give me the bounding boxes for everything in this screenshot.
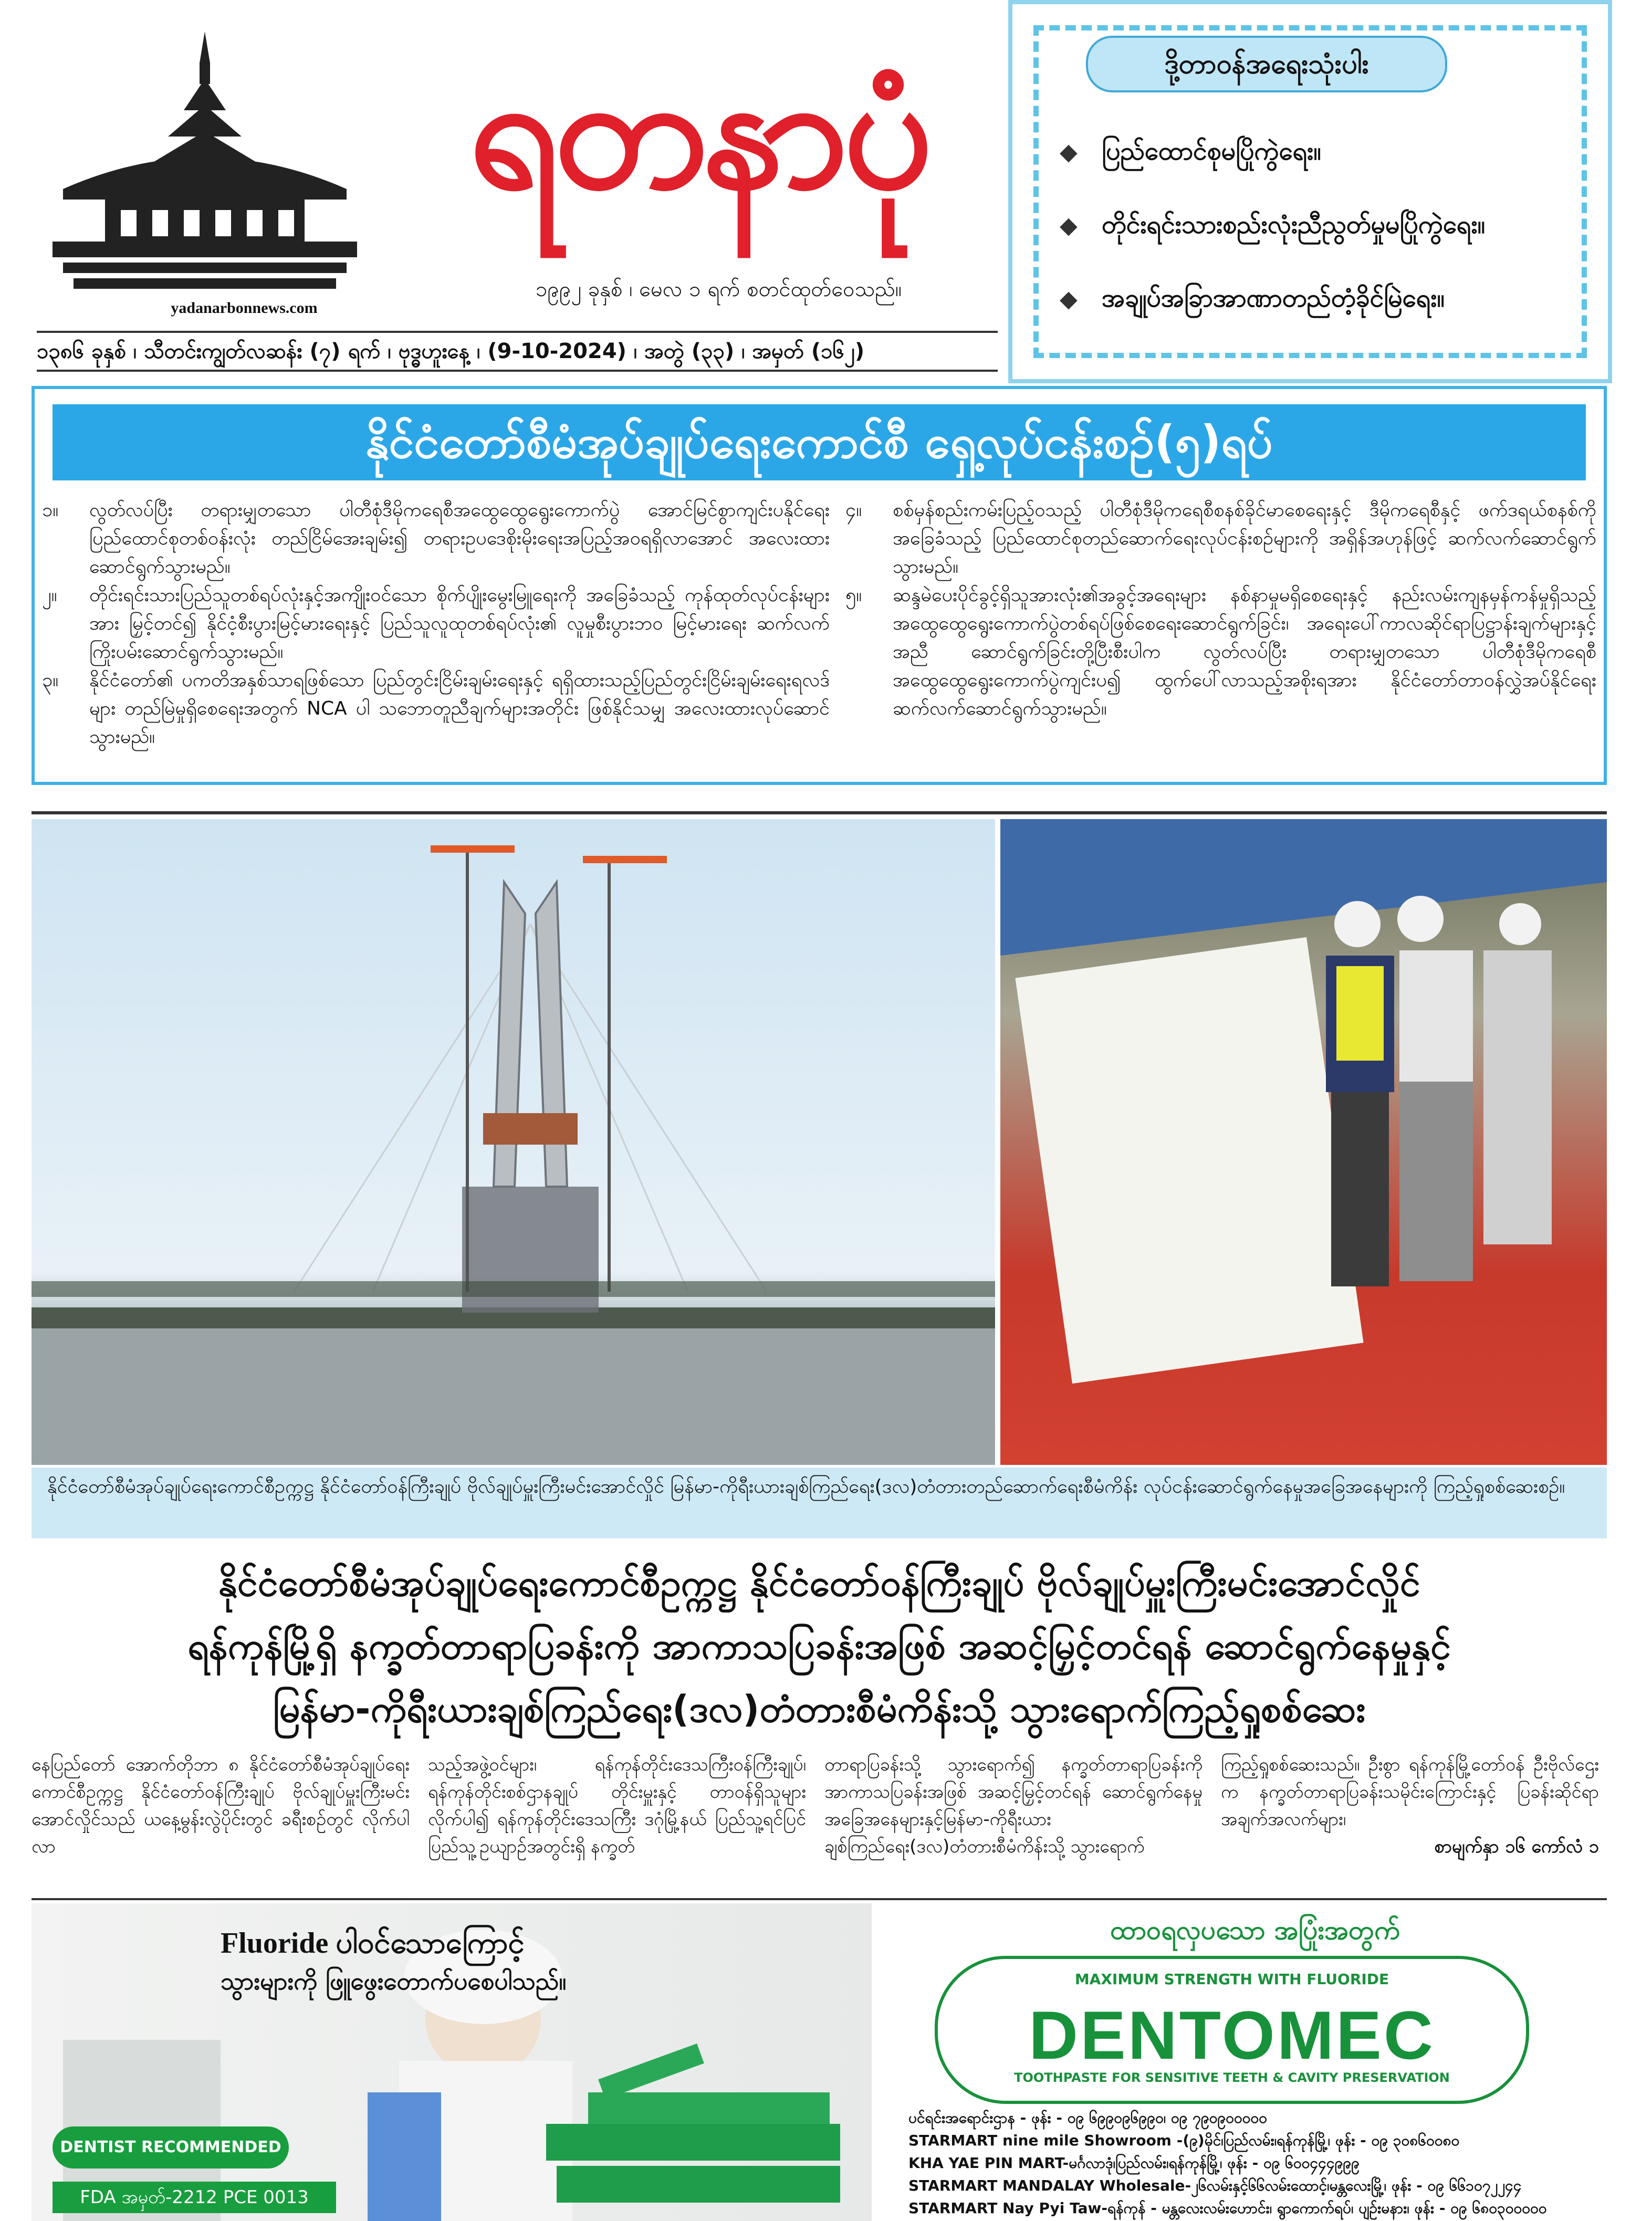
section-divider — [32, 1898, 1607, 1900]
story-headline-line: နိုင်ငံတော်စီမံအုပ်ချုပ်ရေးကောင်စီဥက္ကဋ္ဌ နိုင်ငံတော်ဝန်ကြီးချုပ် ဗိုလ်ချုပ်မှူးကြီးမင်းအောင်လှိုင် — [218, 1562, 1420, 1605]
roadmap-column-left — [42, 496, 830, 751]
inspection-photo — [1000, 819, 1607, 1465]
story-headline-line: ရန်ကုန်မြို့ရှိ နက္ခတ်တာရာပြခန်းကို အာကာသပြခန်းအဖြစ် အဆင့်မြှင့်တင်ရန် ဆောင်ရွက်နေမှုနှင့် — [187, 1625, 1451, 1668]
point-number: ၅။ — [845, 584, 862, 606]
photo-caption: နိုင်ငံတော်စီမံအုပ်ချုပ်ရေးကောင်စီဥက္ကဋ္ဌ နိုင်ငံတော်ဝန်ကြီးချုပ် ဗိုလ်ချုပ်မှူးကြီးမင်းအောင်လှိုင် မြန်မာ-ကိုရီးယားချစ်ကြည်ရေး(ဒလ)တံတားတည်ဆောက်ရေးစီမံကိန်း လုပ်ငန်းဆောင်ရွက်နေမှုအခြေအနေများကို ကြည့်ရှုစစ်ဆေးစဉ်။ — [32, 1468, 1607, 1538]
slogan-item — [1060, 277, 1532, 320]
slogan-box — [1008, 0, 1612, 383]
point-text: နိုင်ငံတော်၏ ပကတိအနှစ်သာရဖြစ်သော ပြည်တွင်းငြိမ်းချမ်းရေးနှင့် ရရှိထားသည့်ပြည်တွင်းငြိမ်းချမ်းရေးရလဒ်များ တည်မြဲမှုရှိစေရေးအတွက် NCA ပါ သဘောတူညီချက်များအတိုင်း ဖြစ်နိုင်သမျှ အလေးထားလုပ်ဆောင်သွားမည်။ — [89, 669, 830, 748]
dentomec-logo — [935, 1956, 1529, 2104]
point-number: ၁။ — [42, 499, 59, 521]
ad-fluoride-title: Fluoride ပါဝင်သောကြောင့် — [221, 1927, 525, 1960]
slogan-heading: ဒို့တာဝန်အရေးသုံးပါး — [1086, 36, 1447, 92]
bridge-photo — [32, 819, 995, 1465]
ad-outlet: STARMART nine mile Showroom -(၉)မိုင်၊ပြည်လမ်း၊ရန်ကုန်မြို့၊ ဖုန်း - ၀၉ ၃၀၈၆၀၀၈၀ — [908, 2132, 1460, 2149]
point-number: ၂။ — [42, 584, 57, 606]
point-number: ၄။ — [845, 499, 862, 521]
ad-brand-name: DENTOMEC — [1029, 1997, 1435, 2073]
diamond-bullet-icon: ◆ — [1060, 286, 1078, 312]
ad-sensitive-line: TOOTHPASTE FOR SENSITIVE TEETH & CAVITY PRESERVATION — [1014, 2070, 1450, 2085]
story-headline-line: မြန်မာ-ကိုရီးယားချစ်ကြည်ရေး(ဒလ)တံတားစီမံကိန်းသို့ သွားရောက်ကြည့်ရှုစစ်ဆေး — [273, 1688, 1366, 1731]
roadmap-heading: နိုင်ငံတော်စီမံအုပ်ချုပ်ရေးကောင်စီ ရှေ့လုပ်ငန်းစဉ်(၅)ရပ် — [53, 404, 1586, 480]
point-number: ၃။ — [42, 669, 59, 691]
roadmap-point — [42, 666, 830, 751]
roadmap-point — [42, 496, 830, 581]
slogan-item — [1060, 204, 1532, 247]
ad-fluoride-subtitle: သွားများကို ဖြူဖွေးတောက်ပစေပါသည်။ — [221, 1967, 567, 1995]
ad-outlet: STARMART Nay Pyi Taw-ရန်ကုန် - မန္တလေးလမ်းဟောင်း၊ ရွာကောက်ရပ်၊ ပျဉ်းမနား၊ ဖုန်း - ၀၉ ၆၈၀၃၀၀၀၀၀ — [908, 2199, 1547, 2217]
dateline: ၁၃၈၆ ခုနှစ် ၊ သီတင်းကျွတ်လဆန်း (၇) ရက် ၊ ဗုဒ္ဓဟူးနေ့ ၊ (9-10-2024) ၊ အတွဲ (၃၃) ၊ အမှတ် (၁၆၂) — [37, 331, 998, 372]
slogan-item — [1060, 130, 1532, 173]
ad-max-strength: MAXIMUM STRENGTH WITH FLUORIDE — [1074, 1971, 1389, 1988]
masthead-emblem — [42, 32, 368, 315]
website-url[interactable]: yadanarbonnews.com — [171, 299, 318, 317]
fda-number: FDA အမှတ်-2212 PCE 0013 — [53, 2182, 336, 2213]
ad-outlet: ပင်ရင်းအရောင်းဌာန - ဖုန်း - ၀၉ ၆၉၉၀၉၆၉၉၀၊ ၀၉ ၇၉၀၉၀၀၀၀၀ — [908, 2109, 1267, 2126]
section-divider — [32, 811, 1607, 814]
point-text: ဆန္ဒမဲပေးပိုင်ခွင့်ရှိသူအားလုံး၏အခွင့်အရေးများ နစ်နာမှုမရှိစေရေးနှင့် နည်းလမ်းကျနမှန်ကန်မှုရှိသည့် အထွေထွေရွေးကောက်ပွဲတစ်ရပ်ဖြစ်စေရေးဆောင်ရွက်ခြင်း၊ အရေးပေါ်ကာလဆိုင်ရာပြဋ္ဌာန်းချက်များနှင့်အညီ ဆောင်ရွက်ခြင်းတို့ပြီးစီးပါက လွတ်လပ်ပြီး တရားမျှတသော ပါတီစုံဒီမိုကရေစီအထွေထွေရွေးကောက်ပွဲကျင်းပ၍ ထွက်ပေါ်လာသည့်အစိုးရအား နိုင်ငံတော်တာဝန်လွှဲအပ်နိုင်ရေး ဆက်လက်ဆောင်ရွက်သွားမည်။ — [893, 584, 1596, 719]
roadmap-point — [845, 496, 1596, 581]
story-column: သည့်အဖွဲ့ဝင်များ၊ ရန်ကုန်တိုင်းဒေသကြီးဝန်ကြီးချုပ်၊ ရန်ကုန်တိုင်းစစ်ဌာနချုပ် တိုင်းမှူးနှင့် တာဝန်ရှိသူများလိုက်ပါ၍ ရန်ကုန်တိုင်းဒေသကြီး ဒဂုံမြို့နယ် ပြည်သူ့ရင်ပြင်ပြည်သူ့ဥယျာဉ်အတွင်းရှိ နက္ခတ် — [428, 1754, 806, 1857]
roadmap-column-right — [845, 496, 1596, 723]
diamond-bullet-icon: ◆ — [1060, 139, 1078, 165]
advertisement — [32, 1903, 1607, 2221]
slogan-text: ပြည်ထောင်စုမပြိုကွဲရေး။ — [1102, 137, 1321, 166]
point-text: တိုင်းရင်းသားပြည်သူတစ်ရပ်လုံးနှင့်အကျိုးဝင်သော စိုက်ပျိုးမွေးမြူရေးကို အခြေခံသည့် ကုန်ထုတ်လုပ်ငန်းများအား မြှင့်တင်၍ နိုင်ငံ့စီးပွားမြင့်မားရေးနှင့် ပြည်သူလူထုတစ်ရပ်လုံး၏ လူမှုစီးပွားဘဝ မြင့်မားရေး ဆက်လက်ကြိုးပမ်းဆောင်ရွက်သွားမည်။ — [89, 584, 830, 663]
point-text: လွတ်လပ်ပြီး တရားမျှတသော ပါတီစုံဒီမိုကရေစီအထွေထွေရွေးကောက်ပွဲ အောင်မြင်စွာကျင်းပနိုင်ရေး ပြည်ထောင်စုတစ်ဝန်းလုံး တည်ငြိမ်အေးချမ်း၍ တရားဥပဒေစိုးမိုးရေးအပြည့်အဝရရှိလာအောင် အလေးထားဆောင်ရွက်သွားမည်။ — [89, 499, 830, 578]
story-column: နေပြည်တော် အောက်တိုဘာ ၈ နိုင်ငံတော်စီမံအုပ်ချုပ်ရေးကောင်စီဥက္ကဋ္ဌ နိုင်ငံတော်ဝန်ကြီးချုပ် ဗိုလ်ချုပ်မှူးကြီးမင်းအောင်လှိုင်သည် ယနေ့မွန်းလွဲပိုင်းတွင် ခရီးစဉ်တွင် လိုက်ပါလာ — [32, 1754, 410, 1857]
continued-note[interactable]: စာမျက်နှာ ၁၆ ကော်လံ ၁ — [1434, 1836, 1599, 1857]
story-column-text: ကြည့်ရှုစစ်ဆေးသည်။ ဦးစွာ ရန်ကုန်မြို့တော်ဝန် ဦးဗိုလ်ဌေးက နက္ခတ်တာရာပြခန်းသမိုင်းကြောင်းနှင့် ပြခန်းဆိုင်ရာအချက်အလက်များ၊ — [1221, 1754, 1599, 1830]
dentist-recommended-badge: DENTIST RECOMMENDED — [53, 2126, 289, 2168]
story-column — [1221, 1751, 1599, 1860]
founded-note: ၁၉၉၂ ခုနှစ် ၊ မေလ ၁ ရက် စတင်ထုတ်ဝေသည်။ — [536, 277, 902, 301]
masthead-title: ရတနာပုံ — [468, 38, 928, 224]
roadmap-point — [42, 581, 830, 666]
point-text: စစ်မှန်စည်းကမ်းပြည့်ဝသည့် ပါတီစုံဒီမိုကရေစီစနစ်ခိုင်မာစေရေးနှင့် ဒီမိုကရေစီနှင့် ဖက်ဒရယ်စနစ်ကို အခြေခံသည့် ပြည်ထောင်စုတည်ဆောက်ရေးလုပ်ငန်းစဉ်များကို အရှိန်အဟုန်ဖြင့် ဆက်လက်ဆောင်ရွက်သွားမည်။ — [893, 499, 1596, 578]
story-column: တာရာပြခန်းသို့ သွားရောက်၍ နက္ခတ်တာရာပြခန်းကို အာကာသပြခန်းအဖြစ် အဆင့်မြှင့်တင်ရန် ဆောင်ရွက်နေမှုအခြေအနေများနှင့်မြန်မာ-ကိုရီးယားချစ်ကြည်ရေး(ဒလ)တံတားစီမံကိန်းသို့ သွားရောက် — [824, 1754, 1203, 1857]
ad-tagline: ထာဝရလှပသော အပြုံးအတွက် — [1110, 1915, 1400, 1945]
slogan-text: အချုပ်အခြာအာဏာတည်တံ့ခိုင်မြဲရေး။ — [1102, 284, 1445, 313]
diamond-bullet-icon: ◆ — [1060, 212, 1078, 239]
slogan-text: တိုင်းရင်းသားစည်းလုံးညီညွတ်မှုမပြိုကွဲရေး။ — [1102, 210, 1486, 239]
ad-outlet: STARMART MANDALAY Wholesale-၂၆လမ်းနှင့်၆၆လမ်းထောင့်၊မန္တလေးမြို့၊ ဖုန်း - ၀၉ ၆၆၁၀၇၂၂၄၄ — [908, 2177, 1522, 2194]
ad-outlet: KHA YAE PIN MART-မင်္ဂလာဒုံ၊ပြည်လမ်း၊ရန်ကုန်မြို့၊ ဖုန်း - ၀၉ ၆၀၀၄၄၄၉၉၉ — [908, 2154, 1360, 2172]
roadmap-point — [845, 581, 1596, 723]
